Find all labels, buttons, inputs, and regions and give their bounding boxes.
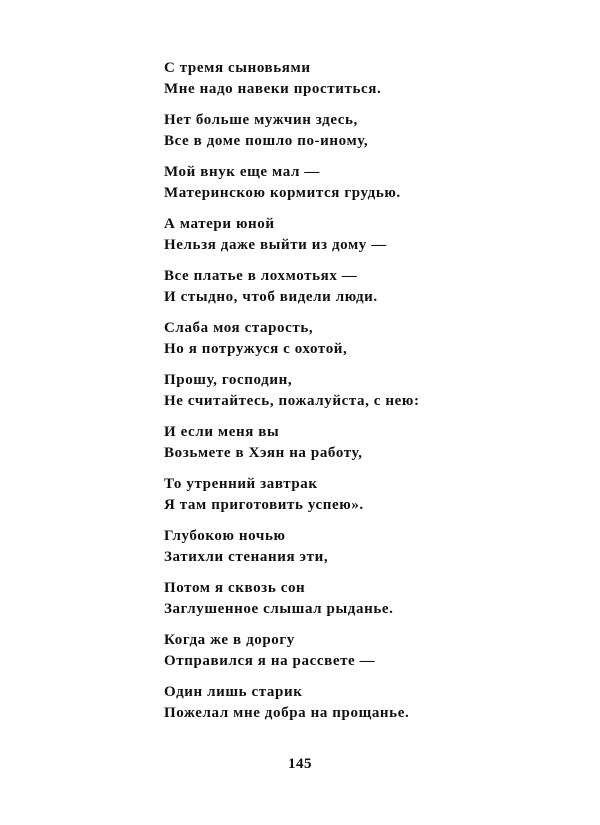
stanza-4 [164,214,564,266]
poem-line: То утренний завтрак [164,476,318,492]
poem-line: Я там приготовить успею». [164,497,364,513]
stanza-2 [164,110,564,162]
stanza-1 [164,58,564,110]
poem-line: Когда же в дорогу [164,632,295,648]
poem-line: Мне надо навеки проститься. [164,81,382,97]
poem-line: Слаба моя старость, [164,320,314,336]
page-number: 145 [288,756,312,772]
stanza-8 [164,422,564,474]
poem-line: Возьмете в Хэян на работу, [164,445,363,461]
poem-line: Прошу, господин, [164,372,293,388]
poem-line: С тремя сыновьями [164,60,311,76]
poem-line: Потом я сквозь сон [164,580,306,596]
stanza-7 [164,370,564,422]
poem-line: Мой внук еще мал — [164,164,320,180]
poem-line: Отправился я на рассвете — [164,653,376,669]
poem-line: Нельзя даже выйти из дому — [164,237,387,253]
poem-line: Все в доме пошло по-иному, [164,133,369,149]
poem-line: Все платье в лохмотьях — [164,268,358,284]
stanza-11 [164,578,564,630]
poem-line: Заглушенное слышал рыданье. [164,601,394,617]
poem-line: Нет больше мужчин здесь, [164,112,358,128]
poem-line: Затихли стенания эти, [164,549,329,565]
stanza-9 [164,474,564,526]
poem-line: Не считайтесь, пожалуйста, с нею: [164,393,420,409]
poem-line: Но я потружуся с охотой, [164,341,348,357]
poem-text [164,58,564,734]
poem-line: И если меня вы [164,424,280,440]
poem-line: Пожелал мне добра на прощанье. [164,705,410,721]
poem-line: А матери юной [164,216,275,232]
poem-line: И стыдно, чтоб видели люди. [164,289,378,305]
stanza-13 [164,682,564,734]
stanza-6 [164,318,564,370]
stanza-5 [164,266,564,318]
poem-line: Один лишь старик [164,684,303,700]
stanza-12 [164,630,564,682]
stanza-3 [164,162,564,214]
poem-line: Глубокою ночью [164,528,286,544]
stanza-10 [164,526,564,578]
poem-line: Материнскою кормится грудью. [164,185,401,201]
